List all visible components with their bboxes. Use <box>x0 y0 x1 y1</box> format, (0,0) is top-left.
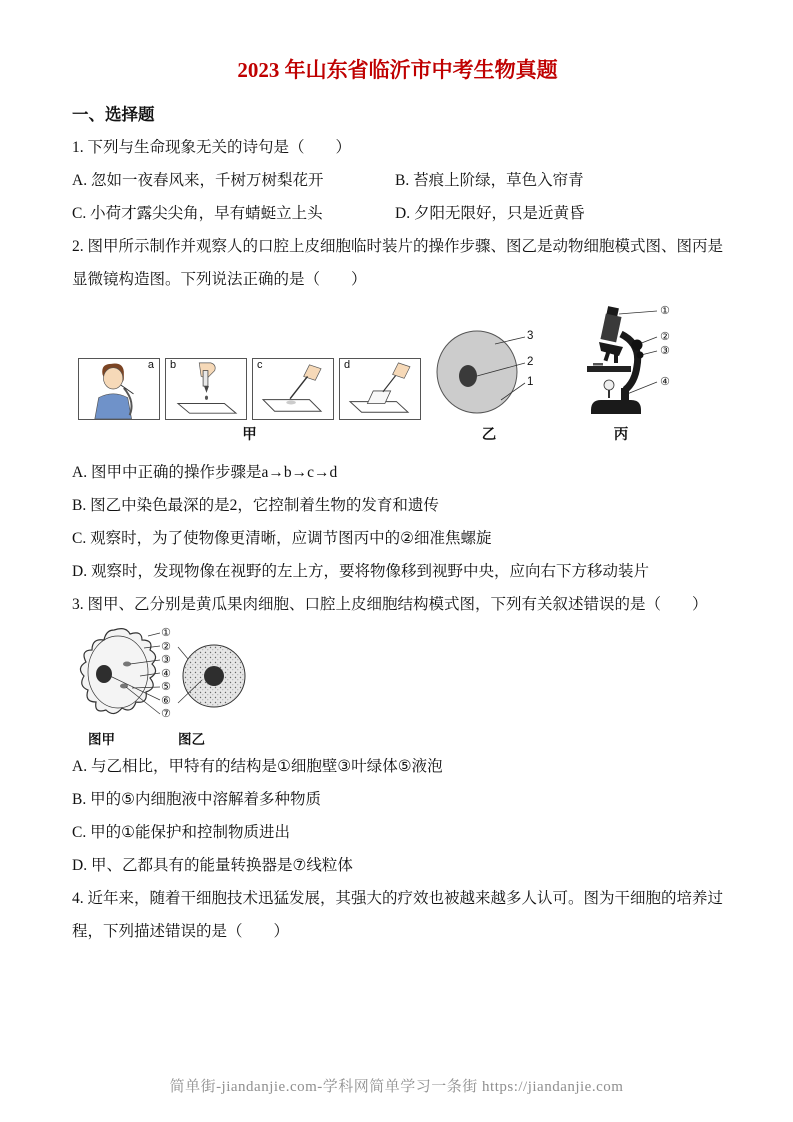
step-panel-d-label: d <box>344 359 351 371</box>
organelle-number-labels <box>161 626 171 721</box>
question-1-stem: 1. 下列与生命现象无关的诗句是（ ） <box>72 139 352 156</box>
exam-title: 2023 年山东省临沂市中考生物真题 <box>237 58 558 82</box>
microscope-part-label-4: ④ <box>660 375 670 388</box>
step-panel-a-label: a <box>147 359 154 371</box>
figure-bing-caption: 丙 <box>613 427 629 443</box>
question-1-options <box>72 164 723 230</box>
cell-part-label-2: 2 <box>527 356 534 368</box>
figure-jia-caption: 甲 <box>242 427 257 443</box>
coverslip-illustration <box>340 359 420 419</box>
microscope-part-label-1: ① <box>660 304 670 317</box>
organelle-label-4: ④ <box>161 666 171 680</box>
question-1 <box>72 131 723 230</box>
step-panels <box>78 358 421 420</box>
organelle-label-6: ⑥ <box>161 693 171 707</box>
animal-cell-caption: 图乙 <box>178 732 205 747</box>
step-panel-d <box>339 358 421 420</box>
cell-part-label-1: 1 <box>527 376 534 388</box>
step-panel-b-label: b <box>170 359 177 371</box>
question-1-option-b: B. 苔痕上阶绿，草色入帘青 <box>395 172 584 189</box>
question-3 <box>72 588 723 882</box>
figure-bing-microscope <box>557 304 685 444</box>
question-3-figure <box>74 626 324 748</box>
question-1-option-c: C. 小荷才露尖尖角，早有蜻蜓立上头 <box>72 205 323 222</box>
question-3-option-d: D. 甲、乙都具有的能量转换器是⑦线粒体 <box>72 857 353 874</box>
cell-comparison-illustration <box>74 626 324 728</box>
question-2-option-c: C. 观察时，为了使物像更清晰，应调节图丙中的②细准焦螺旋 <box>72 530 492 547</box>
saline-drop-illustration <box>166 359 246 419</box>
animal-cell-model <box>435 324 543 420</box>
question-4 <box>72 882 723 948</box>
organelle-label-2: ② <box>161 639 171 653</box>
question-2-figures <box>78 304 723 444</box>
question-3-option-c: C. 甲的①能保护和控制物质进出 <box>72 824 290 841</box>
organelle-label-1: ① <box>161 626 171 639</box>
question-1-option-d: D. 夕阳无限好，只是近黄昏 <box>395 205 585 222</box>
plant-cell-wall <box>80 629 155 714</box>
microscope-illustration <box>557 304 685 420</box>
microscope-figure <box>557 304 685 420</box>
footer-watermark: 简单街-jiandanjie.com-学科网简单学习一条街 https://jiandanjie.com <box>169 1079 624 1095</box>
question-3-stem: 3. 图甲、乙分别是黄瓜果肉细胞、口腔上皮细胞结构模式图，下列有关叙述错误的是（ ） <box>72 596 708 613</box>
section-heading-multiple-choice: 一、选择题 <box>72 105 155 124</box>
step-panel-c <box>252 358 334 420</box>
step-panel-a <box>78 358 160 420</box>
figure-yi-caption: 乙 <box>481 427 497 443</box>
figure-yi-cell <box>435 324 543 444</box>
question-3-option-a: A. 与乙相比，甲特有的结构是①细胞壁③叶绿体⑤液泡 <box>72 758 443 775</box>
question-2-option-a: A. 图甲中正确的操作步骤是a→b→c→d <box>72 464 338 481</box>
microscope-part-label-3: ③ <box>660 344 670 357</box>
organelle-label-7: ⑦ <box>161 707 171 720</box>
plant-cell-nucleus <box>96 665 112 683</box>
question-4-stem: 4. 近年来，随着干细胞技术迅猛发展，其强大的疗效也被越来越多人认可。图为干细胞的培养过程，下列描述错误的是（ ） <box>72 890 724 940</box>
plant-cell-caption: 图甲 <box>88 732 115 747</box>
question-2-option-b: B. 图乙中染色最深的是2，它控制着生物的发育和遗传 <box>72 497 439 514</box>
step-panel-c-label: c <box>257 359 263 371</box>
organelle-label-5: ⑤ <box>161 680 171 693</box>
question-1-option-a: A. 忽如一夜春风来，千树万树梨花开 <box>72 172 324 189</box>
figure-jia-steps <box>78 358 421 444</box>
animal-cell-nucleus <box>204 666 224 686</box>
organelle-label-3: ③ <box>161 653 171 666</box>
step-panel-b <box>165 358 247 420</box>
microscope-part-label-2: ② <box>660 330 670 343</box>
cell-part-label-3: 3 <box>527 330 534 342</box>
smear-illustration <box>253 359 333 419</box>
question-2-stem: 2. 图甲所示制作并观察人的口腔上皮细胞临时装片的操作步骤、图乙是动物细胞模式图、图丙是显微镜构造图。下列说法正确的是（ ） <box>72 238 724 288</box>
question-3-option-b: B. 甲的⑤内细胞液中溶解着多种物质 <box>72 791 321 808</box>
question-2-option-d: D. 观察时，发现物像在视野的左上方，要将物像移到视野中央，应向右下方移动装片 <box>72 563 649 580</box>
question-2 <box>72 230 723 588</box>
